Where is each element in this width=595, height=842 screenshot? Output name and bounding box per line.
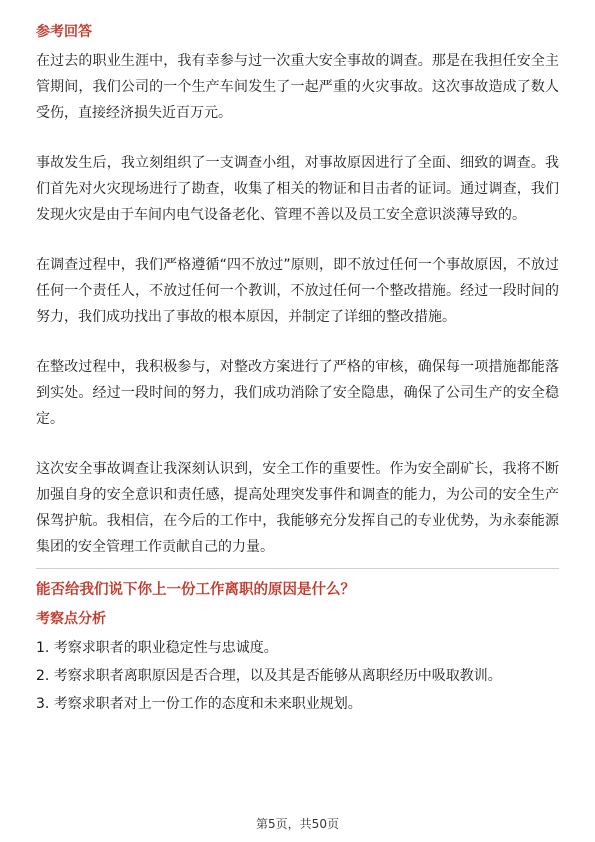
list-item: 1. 考察求职者的职业稳定性与忠诚度。 (36, 640, 278, 656)
reference-answer-label: 参考回答 (36, 24, 92, 40)
analysis-label: 考察点分析 (36, 611, 106, 627)
answer-paragraph: 事故发生后，我立刻组织了一支调查小组，对事故原因进行了全面、细致的调查。我们首先对火灾现场进行了勘查，收集了相关的物证和目击者的证词。通过调查，我们发现火灾是由于车间内电气设备老化、管理不善以及员工安全意识淡薄导致的。 (36, 155, 559, 223)
list-item: 3. 考察求职者对上一份工作的态度和未来职业规划。 (36, 696, 362, 712)
answer-paragraph: 这次安全事故调查让我深刻认识到，安全工作的重要性。作为安全副矿长，我将不断加强自身的安全意识和责任感，提高处理突发事件和调查的能力，为公司的安全生产保驾护航。我相信，在今后的工作中，我能够充分发挥自己的专业优势，为永泰能源集团的安全管理工作贡献自己的力量。 (36, 461, 559, 555)
list-item: 2. 考察求职者离职原因是否合理，以及其是否能够从离职经历中吸取教训。 (36, 668, 502, 684)
analysis-list (36, 635, 559, 717)
section-divider (36, 568, 559, 569)
page-number: 第5页，共50页 (256, 817, 339, 831)
question-title: 能否给我们说下你上一份工作离职的原因是什么？ (36, 582, 355, 598)
answer-paragraph: 在整改过程中，我积极参与，对整改方案进行了严格的审核，确保每一项措施都能落到实处。经过一段时间的努力，我们成功消除了安全隐患，确保了公司生产的安全稳定。 (36, 359, 559, 427)
answer-paragraph: 在调查过程中，我们严格遵循“四不放过”原则，即不放过任何一个事故原因，不放过任何一个责任人，不放过任何一个教训，不放过任何一个整改措施。经过一段时间的努力，我们成功找出了事故的根本原因，并制定了详细的整改措施。 (36, 257, 559, 325)
answer-paragraph: 在过去的职业生涯中，我有幸参与过一次重大安全事故的调查。那是在我担任安全主管期间，我们公司的一个生产车间发生了一起严重的火灾事故。这次事故造成了数人受伤，直接经济损失近百万元。 (36, 53, 559, 121)
document-page (36, 22, 559, 719)
